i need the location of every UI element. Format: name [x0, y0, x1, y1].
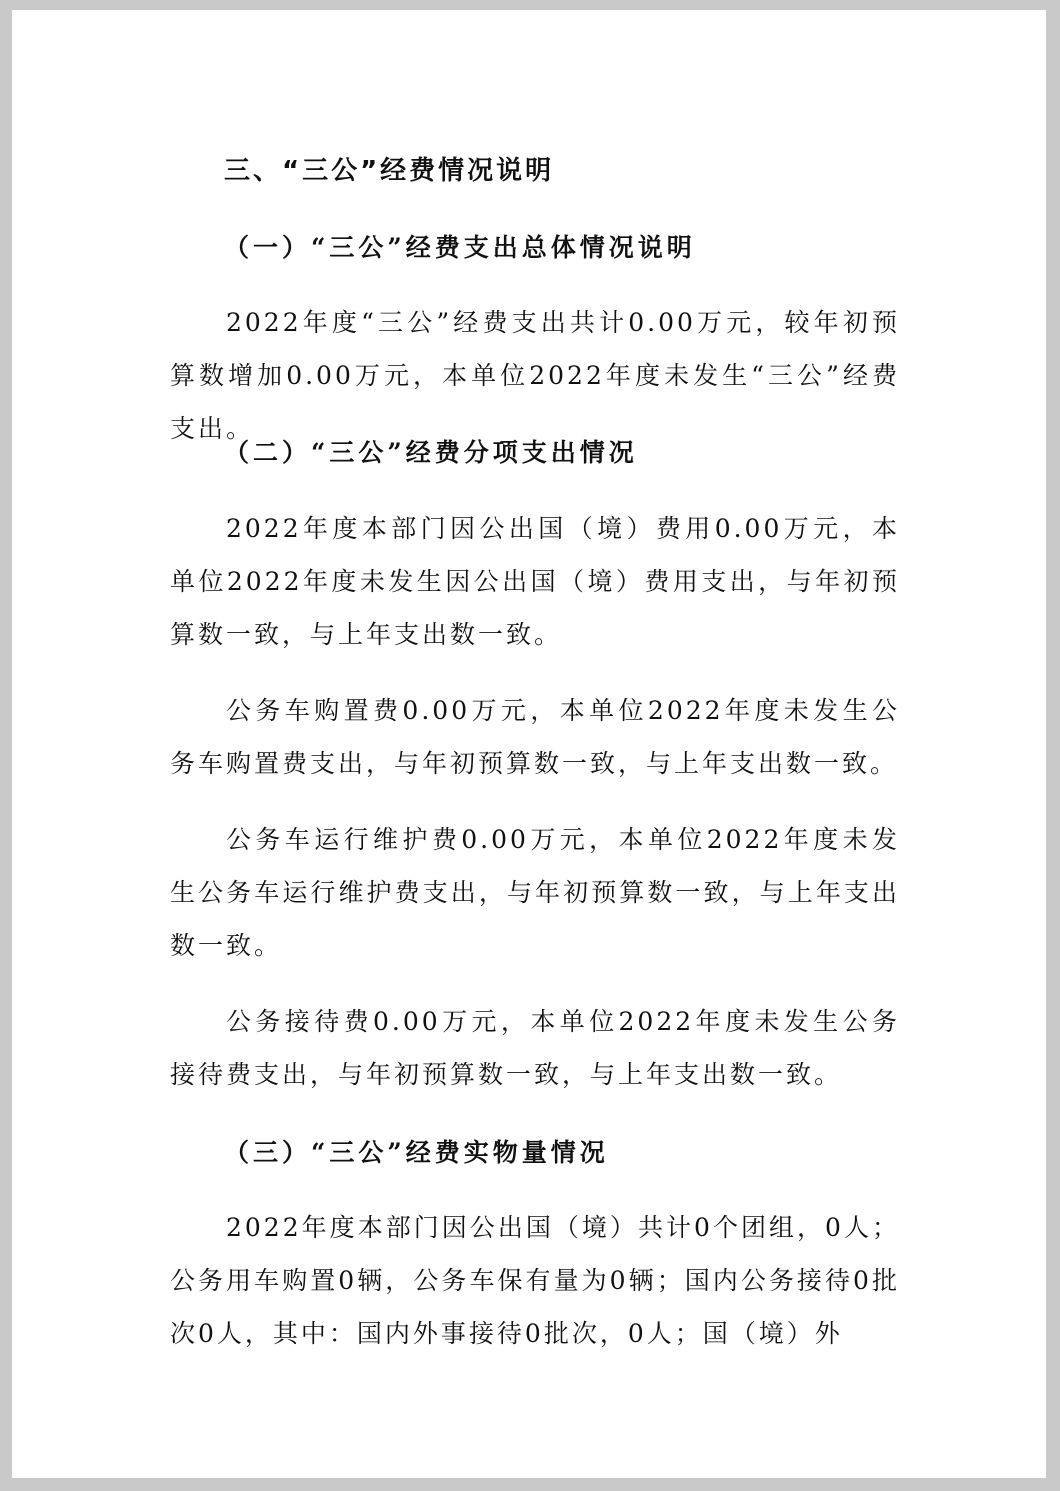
subsection-heading-1: （一）“三公”经费支出总体情况说明	[224, 233, 696, 262]
paragraph: 公务接待费0.00万元，本单位2022年度未发生公务接待费支出，与年初预算数一致，与上年支出数一致。	[170, 1007, 900, 1089]
section-heading: 三、“三公”经费情况说明	[224, 156, 555, 186]
paragraph: 2022年度本部门因公出国（境）共计0个团组，0人；公务用车购置0辆，公务车保有量为0辆；国内公务接待0批次0人，其中：国内外事接待0批次，0人；国（境）外	[170, 1213, 900, 1348]
subsection-heading-3: （三）“三公”经费实物量情况	[224, 1138, 609, 1167]
paragraph: 2022年度“三公”经费支出共计0.00万元，较年初预算数增加0.00万元，本单位2022年度未发生“三公”经费支出。	[170, 308, 900, 443]
paragraph: 2022年度本部门因公出国（境）费用0.00万元，本单位2022年度未发生因公出国（境）费用支出，与年初预算数一致，与上年支出数一致。	[170, 514, 900, 649]
paragraph: 公务车购置费0.00万元，本单位2022年度未发生公务车购置费支出，与年初预算数一致，与上年支出数一致。	[170, 696, 900, 778]
paragraph: 公务车运行维护费0.00万元，本单位2022年度未发生公务车运行维护费支出，与年初预算数一致，与上年支出数一致。	[170, 825, 900, 960]
subsection-heading-2: （二）“三公”经费分项支出情况	[224, 438, 638, 467]
document-page	[12, 10, 1046, 1478]
